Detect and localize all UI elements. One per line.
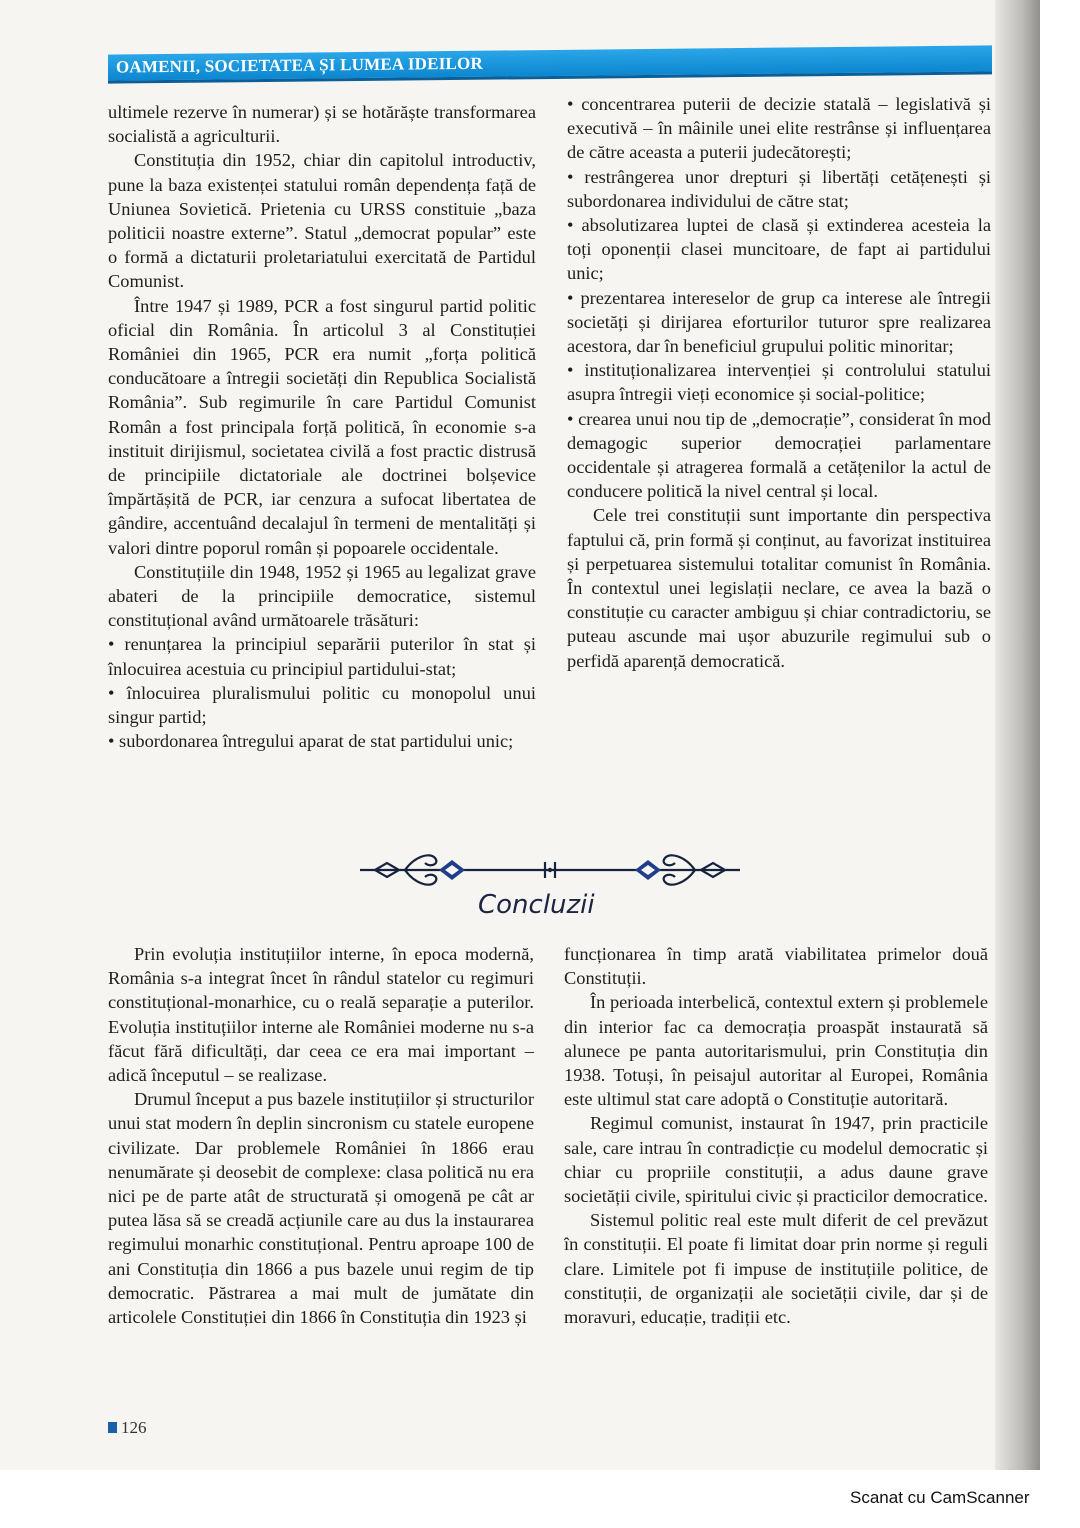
bullet-item: • instituționalizarea intervenției și controlului statului asupra întregii vieți economice și social-politice; <box>567 360 991 405</box>
bullet-item: • concentrarea puterii de decizie statală – legislativă și executivă – în mâinile unei elite restrânse și influențarea de către aceasta a puterii judecătorești; <box>567 94 991 163</box>
section-title-concluzii: Concluzii <box>478 890 595 920</box>
conclusions-left-column <box>108 942 534 1329</box>
paragraph: Regimul comunist, instaurat în 1947, prin practicile sale, care intrau în contradicție cu modelul democratic și chiar cu propriile constituții, a adus daune grave societății civile, spiritului civic și practicilor democratice. <box>564 1113 988 1207</box>
ornament-divider <box>355 848 745 892</box>
bullet-item: • restrângerea unor drepturi și libertăți cetățenești și subordonarea individului de către stat; <box>567 166 991 211</box>
bullet-item: • crearea unui nou tip de „democrație”, considerat în mod demagogic superior democrației parlamentare occidentale și atragerea formală a cetățenilor la actul de conducere politică la nivel central și local. <box>567 408 991 502</box>
paragraph: Constituția din 1952, chiar din capitolul introductiv, pune la baza existenței statului român dependența față de Uniunea Sovietică. Prietenia cu URSS constituie „baza politicii noastre externe”. Statul „democrat popular” este o formă a dictaturii proletariatului exercitată de Partidul Comunist. <box>108 150 536 292</box>
bullet-item: • renunțarea la principiul separării puterilor în stat și înlocuirea acestuia cu principiul partidului-stat; <box>108 634 536 679</box>
top-left-column <box>108 100 536 753</box>
page-number <box>108 1418 147 1438</box>
scanner-watermark: Scanat cu CamScanner <box>850 1488 1030 1507</box>
paragraph: Sistemul politic real este mult diferit de cel prevăzut în constituții. El poate fi limitat doar prin norme și reguli clare. Limitele pot fi impuse de instituțiile politice, de constituții, de organizații ale societății civile, dar și de moravuri, educație, tradiții etc. <box>564 1210 988 1328</box>
paragraph: Între 1947 și 1989, PCR a fost singurul partid politic oficial din România. În articolul 3 al Constituției României din 1965, PCR era numit „forța politică conducătoare a întregii societăți din Republica Socialistă România”. Sub regimurile în care Partidul Comunist Român a fost principala forță politică, în economie s-a instituit dirijismul, societatea civilă a fost practic distrusă de principiile dictatoriale ale doctrinei bolșevice împărtășită de PCR, iar cenzura a sufocat libertatea de gândire, accentuând decalajul în termeni de mentalități și valori dintre poporul român și popoarele occidentale. <box>108 295 536 558</box>
chapter-title: OAMENII, SOCIETATEA ȘI LUMEA IDEILOR <box>116 53 483 77</box>
page-number-text: 126 <box>121 1418 147 1437</box>
bullet-item: • absolutizarea luptei de clasă și extinderea acesteia la toți oponenții clasei muncitoare, de fapt ai partidului unic; <box>567 215 991 284</box>
paragraph: funcționarea în timp arată viabilitatea primelor două Constituții. <box>564 944 988 989</box>
paragraph: ultimele rezerve în numerar) și se hotărăște transformarea socialistă a agriculturii. <box>108 102 536 147</box>
conclusions-right-column <box>564 942 988 1329</box>
top-right-column <box>567 92 991 673</box>
book-binding-shadow <box>995 0 1040 1470</box>
paragraph: Cele trei constituții sunt importante din perspectiva faptului că, prin formă și conținut, au favorizat instituirea și perpetuarea sistemului totalitar comunist în România. În contextul unei legislații neclare, ce avea la bază o constituție cu caracter ambiguu și chiar contradictoriu, se puteau ascunde mai ușor abuzurile regimului sub o perfidă aparență democratică. <box>567 505 991 671</box>
bullet-item: • subordonarea întregului aparat de stat partidului unic; <box>108 731 514 752</box>
paragraph: Prin evoluția instituțiilor interne, în epoca modernă, România s-a integrat încet în rândul statelor cu regimuri constituțional-monarhice, cu o reală separație a puterilor. Evoluția instituțiilor interne ale României moderne nu s-a făcut fără dificultăți, dar ceea ce era mai important – adică începutul – se realizase. <box>108 944 534 1086</box>
paragraph: Constituțiile din 1948, 1952 și 1965 au legalizat grave abateri de la principiile democratice, sistemul constituțional având următoarele trăsături: <box>108 561 536 631</box>
paragraph: Drumul început a pus bazele instituțiilor și structurilor unui stat modern în deplin sincronism cu statele europene civilizate. Dar problemele României în 1866 erau nenumărate și deosebit de complexe: clasa politică nu era nici pe de parte atât de structurată și omogenă pe cât ar putea lăsa să se creadă acțiunile care au dus la instaurarea regimului monarhic constituțional. Pentru aproape 100 de ani Constituția din 1866 a pus bazele unui regim de tip democratic. Păstrarea a mai mult de jumătate din articolele Constituției din 1866 în Constituția din 1923 și <box>108 1089 534 1328</box>
bullet-item: • prezentarea intereselor de grup ca interese ale întregii societăți și dirijarea eforturilor tuturor spre realizarea acestora, dar în beneficiul grupului politic minoritar; <box>567 287 991 357</box>
page-marker-icon <box>108 1422 117 1433</box>
bullet-item: • înlocuirea pluralismului politic cu monopolul unui singur partid; <box>108 682 536 728</box>
paragraph: În perioada interbelică, contextul extern și problemele din interior fac ca democrația proaspăt instaurată să alunece pe panta autoritarismului, prin Constituția din 1938. Totuși, în peisajul autoritar al Europei, România este ultimul stat care adoptă o Constituție autoritară. <box>564 992 988 1110</box>
